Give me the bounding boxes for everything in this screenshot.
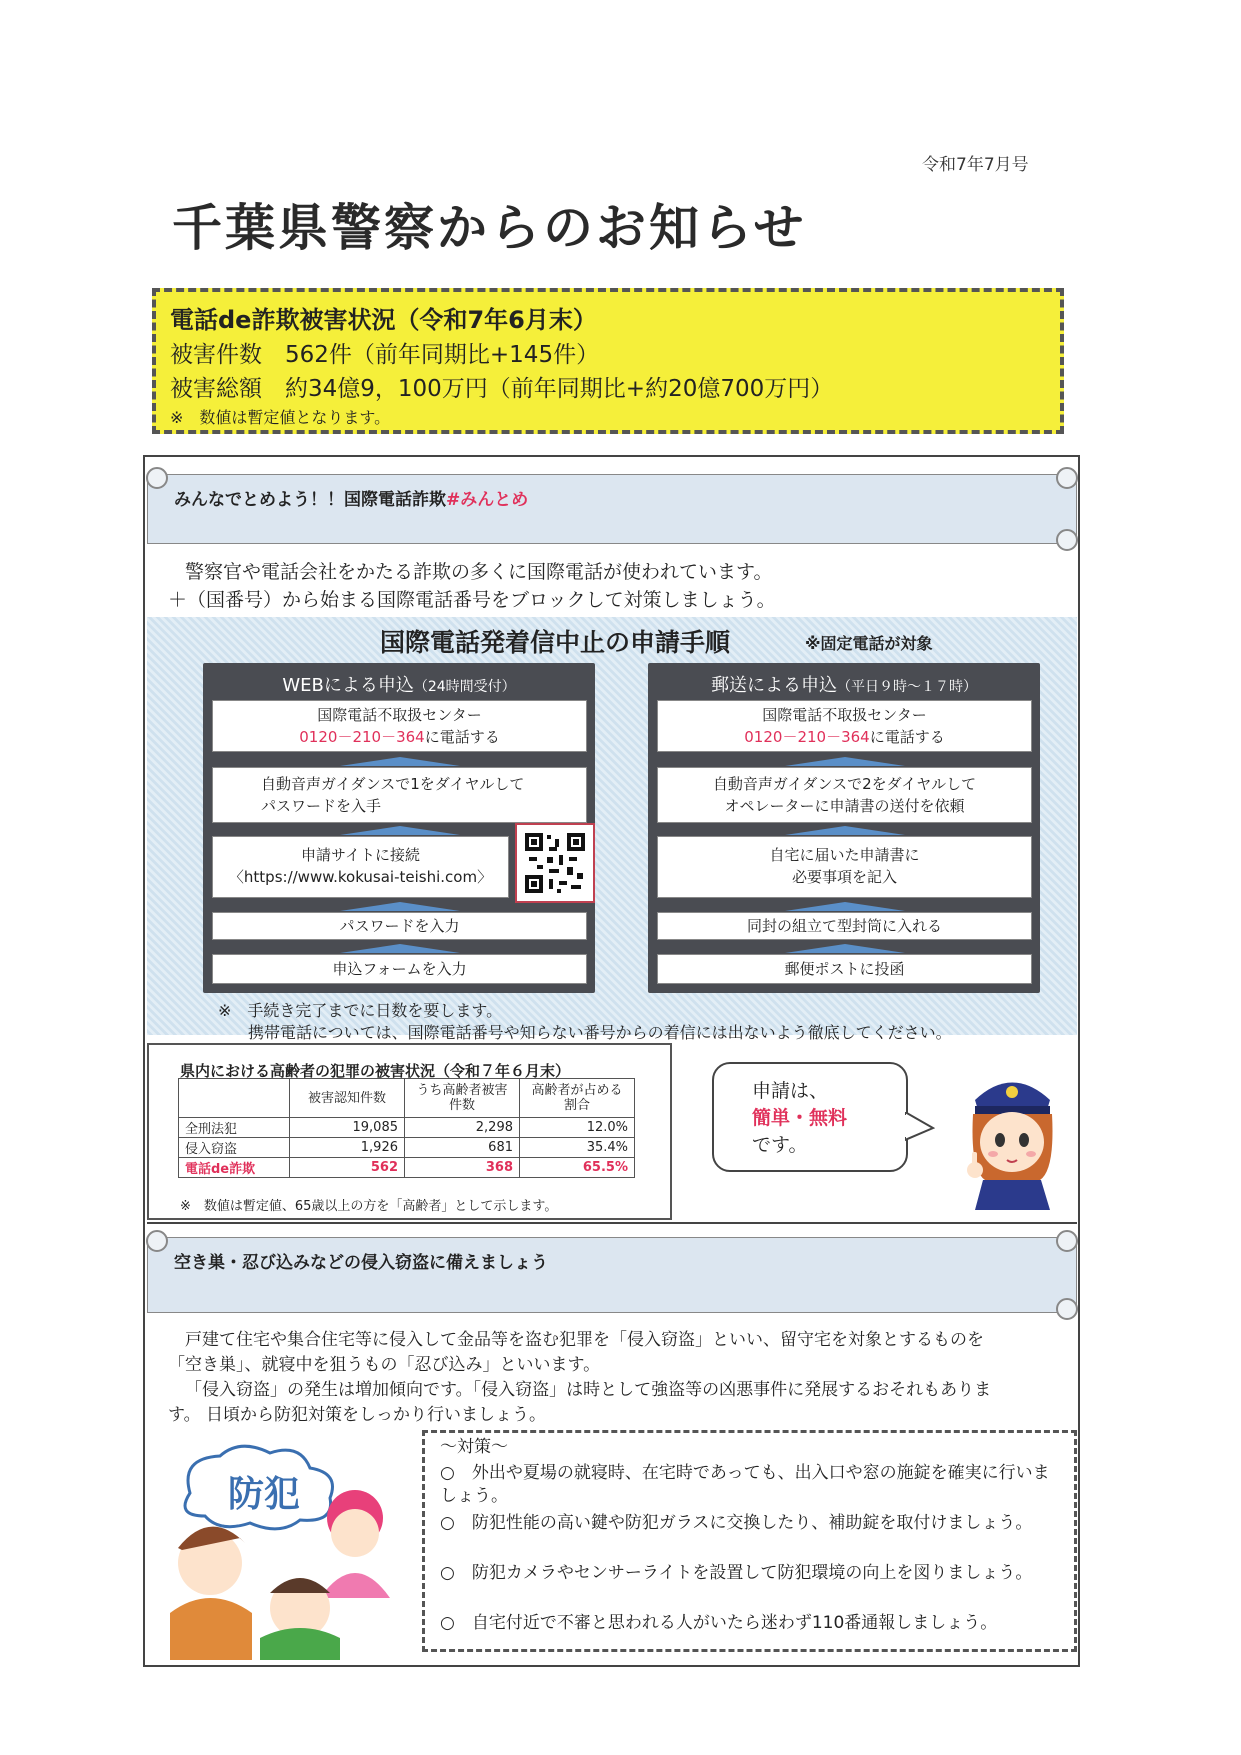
- section-divider: [147, 1222, 1077, 1224]
- crime-prevention-illustration: [160, 1438, 415, 1660]
- phone-number: 0120－210－364: [299, 728, 425, 746]
- scroll-curl: [1056, 1298, 1078, 1320]
- arrow-up-icon: [785, 757, 905, 766]
- crime-table: [178, 1078, 635, 1178]
- scroll-curl: [146, 1230, 168, 1252]
- table-row: 侵入窃盗 1,926 681 35.4%: [179, 1138, 635, 1158]
- section2-banner: [147, 1237, 1077, 1313]
- arrow-up-icon: [340, 826, 460, 835]
- web-column-head: WEBによる申込（24時間受付）: [282, 675, 516, 696]
- procedure-note-1: ※ 手続き完了までに日数を要します。: [218, 1001, 503, 1020]
- web-step-5: 申込フォームを入力: [212, 954, 587, 984]
- arrow-up-icon: [340, 944, 460, 953]
- procedure-title: 国際電話発着信中止の申請手順: [380, 628, 731, 657]
- hashtag: #みんとめ: [446, 490, 529, 510]
- table-header: うち高齢者被害件数: [405, 1079, 520, 1118]
- measure-item: ○ 自宅付近で不審と思われる人がいたら迷わず110番通報しましょう。: [440, 1613, 998, 1633]
- section1-para1: 警察官や電話会社をかたる詐欺の多くに国際電話が使われています。: [185, 561, 773, 583]
- mail-step-4: 同封の組立て型封筒に入れる: [657, 912, 1032, 940]
- police-officer-illustration: [955, 1070, 1070, 1210]
- section1-para2: ＋（国番号）から始まる国際電話番号をブロックして対策しましょう。: [168, 589, 776, 611]
- measure-item: ○ 防犯性能の高い鍵や防犯ガラスに交換したり、補助錠を取付けましょう。: [440, 1513, 1033, 1533]
- arrow-up-icon: [785, 826, 905, 835]
- section2-title: 空き巣・忍び込みなどの侵入窃盗に備えましょう: [174, 1253, 548, 1273]
- mail-step-5: 郵便ポストに投函: [657, 954, 1032, 984]
- stats-count: 被害件数 562件（前年同期比+145件）: [170, 342, 600, 368]
- table-row: 電話de詐欺 562 368 65.5%: [179, 1158, 635, 1178]
- section2-para2: 「空き巣」、就寝中を狙うもの「忍び込み」といいます。: [168, 1355, 601, 1375]
- arrow-up-icon: [340, 902, 460, 911]
- scroll-curl: [146, 467, 168, 489]
- stats-amount: 被害総額 約34億9，100万円（前年同期比+約20億700万円）: [170, 376, 834, 402]
- stats-note: ※ 数値は暫定値となります。: [170, 408, 391, 427]
- section1-banner: [147, 474, 1077, 544]
- mail-column-head: 郵送による申込（平日９時～１７時）: [711, 675, 977, 696]
- measures-title: ～対策～: [440, 1437, 508, 1457]
- crime-table-title: 県内における高齢者の犯罪の被害状況（令和７年６月末）: [180, 1062, 571, 1080]
- section2-para4: す。 日頃から防犯対策をしっかり行いましょう。: [168, 1405, 547, 1425]
- procedure-subtitle: ※固定電話が対象: [805, 634, 933, 653]
- table-header: [179, 1079, 290, 1118]
- crime-table-note: ※ 数値は暫定値、65歳以上の方を「高齢者」として示します。: [180, 1199, 558, 1214]
- issue-label: 令和7年7月号: [922, 155, 1029, 175]
- section2-para3: 「侵入窃盗」の発生は増加傾向です。「侵入窃盗」は時として強盗等の凶悪事件に発展するおそれもありま: [185, 1380, 992, 1400]
- qr-code-icon[interactable]: [515, 823, 595, 903]
- stats-heading: 電話de詐欺被害状況（令和7年6月末）: [170, 306, 597, 334]
- bubble-tail: [905, 1112, 935, 1142]
- mail-step-3: 自宅に届いた申請書に 必要事項を記入: [657, 836, 1032, 898]
- web-step-4: パスワードを入力: [212, 912, 587, 940]
- table-header: 高齢者が占める割合: [520, 1079, 635, 1118]
- web-step-1: 国際電話不取扱センター 0120－210－364に電話する: [212, 700, 587, 752]
- section2-para1: 戸建て住宅や集合住宅等に侵入して金品等を盗む犯罪を「侵入窃盗」といい、留守宅を対象とするものを: [185, 1330, 984, 1350]
- table-row: 全刑法犯 19,085 2,298 12.0%: [179, 1118, 635, 1138]
- phone-number: 0120－210－364: [744, 728, 870, 746]
- arrow-up-icon: [785, 944, 905, 953]
- web-step-2: 自動音声ガイダンスで1をダイヤルして パスワードを入手: [212, 767, 587, 823]
- fraud-stats-box: [152, 288, 1064, 434]
- bouhan-text: 防犯: [228, 1473, 301, 1514]
- mail-step-2: 自動音声ガイダンスで2をダイヤルして オペレーターに申請書の送付を依頼: [657, 767, 1032, 823]
- scroll-curl: [1056, 467, 1078, 489]
- table-header: 被害認知件数: [290, 1079, 405, 1118]
- scroll-curl: [1056, 529, 1078, 551]
- measure-item: ○ 外出や夏場の就寝時、在宅時であっても、出入口や窓の施錠を確実に行いましょう。: [440, 1463, 1050, 1506]
- arrow-up-icon: [340, 757, 460, 766]
- arrow-up-icon: [785, 902, 905, 911]
- section1-title: みんなでとめよう！！国際電話詐欺: [174, 490, 446, 510]
- procedure-note-2: 携帯電話については、国際電話番号や知らない番号からの着信には出ないよう徹底してください。: [248, 1023, 952, 1042]
- web-step-3: 申請サイトに接続 〈https://www.kokusai-teishi.com〉: [212, 836, 509, 898]
- mail-step-1: 国際電話不取扱センター 0120－210－364に電話する: [657, 700, 1032, 752]
- measure-item: ○ 防犯カメラやセンサーライトを設置して防犯環境の向上を図りましょう。: [440, 1563, 1033, 1583]
- page-title: 千葉県警察からのお知らせ: [172, 199, 807, 257]
- scroll-curl: [1056, 1230, 1078, 1252]
- bubble-text: 申請は、 簡単・無料 です。: [752, 1080, 848, 1156]
